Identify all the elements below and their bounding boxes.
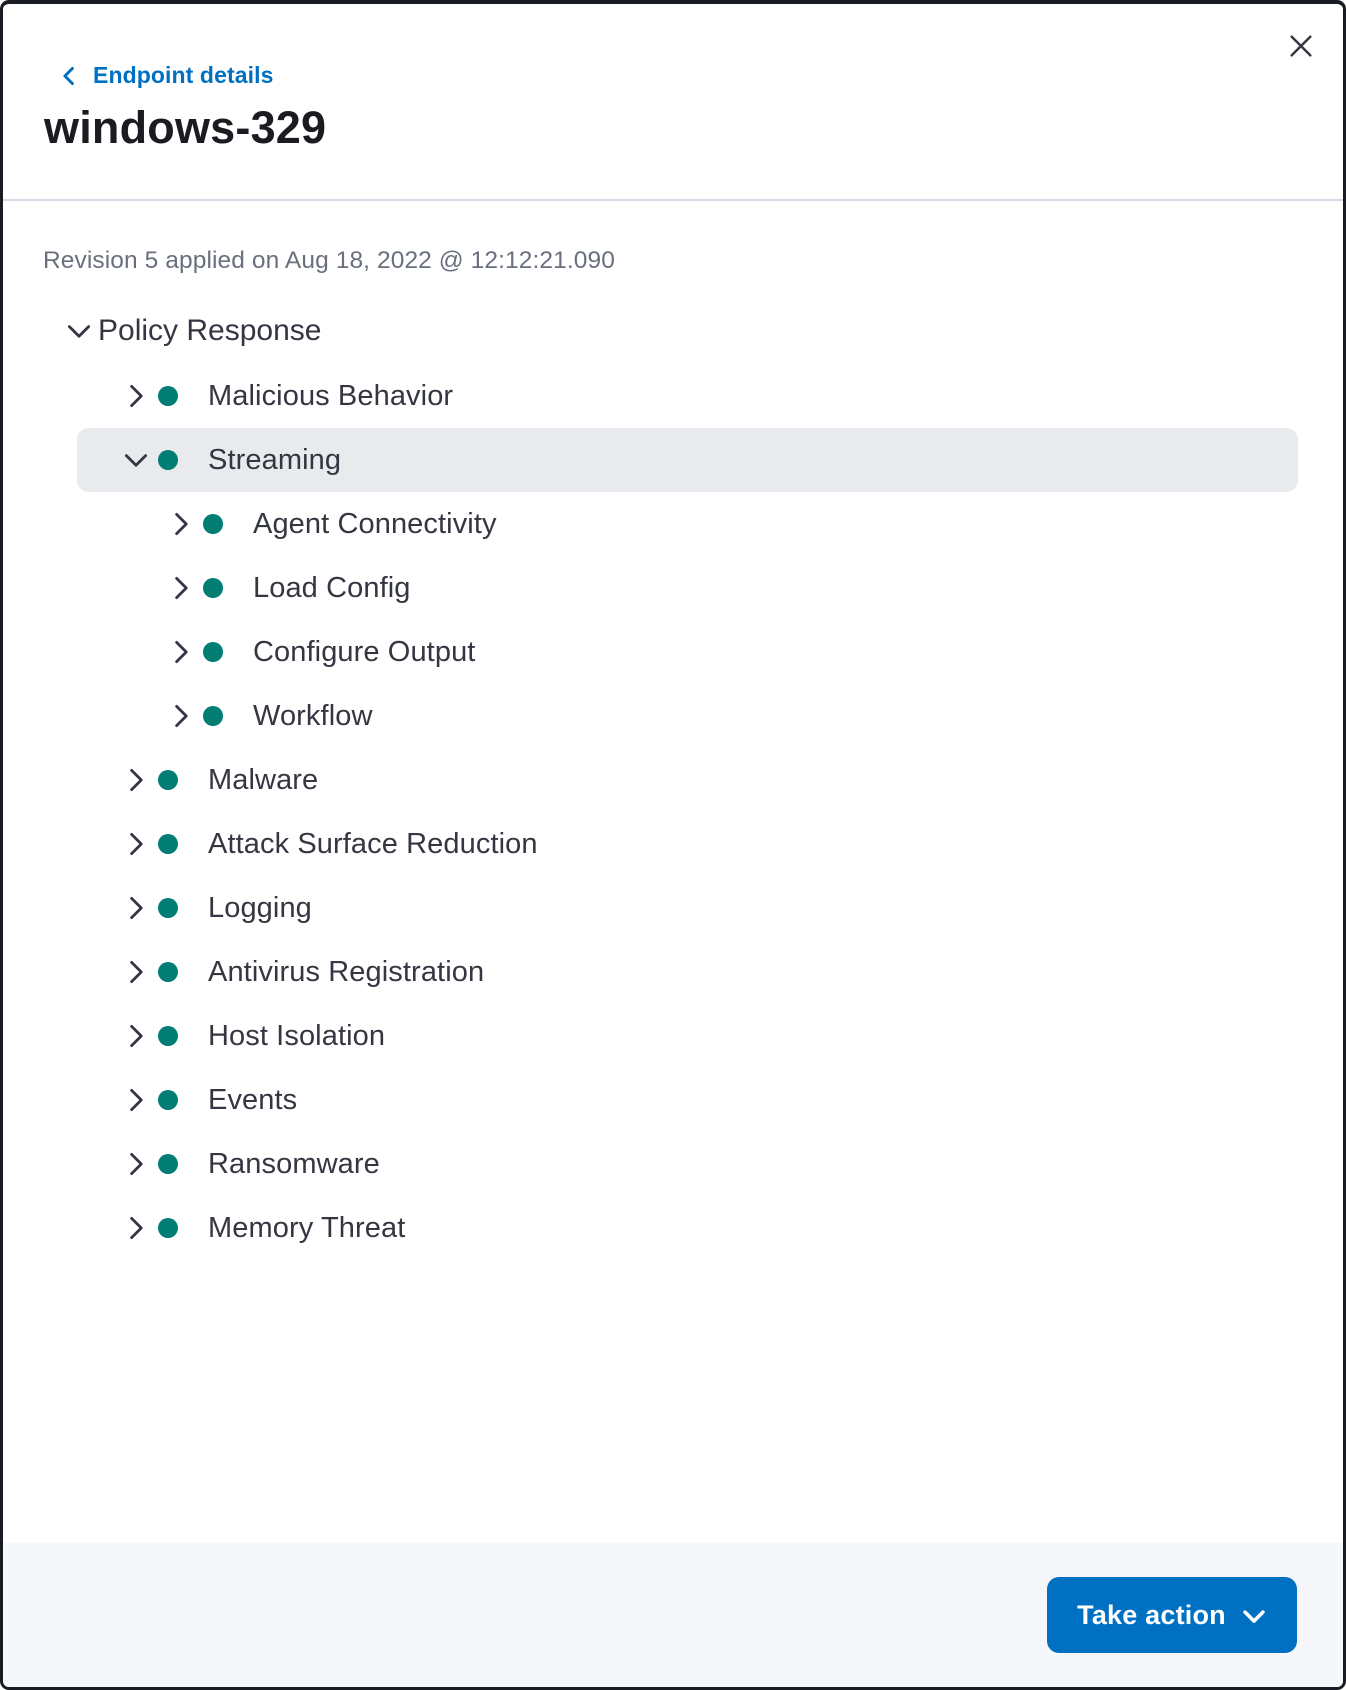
chevron-right-icon[interactable] [122,1150,150,1178]
chevron-right-icon[interactable] [122,1086,150,1114]
chevron-down-icon[interactable] [122,446,150,474]
tree-node-load-config[interactable] [77,556,1298,620]
tree-item-label: Agent Connectivity [253,507,497,540]
chevron-left-icon [58,65,80,87]
chevron-right-icon[interactable] [167,510,195,538]
chevron-right-icon[interactable] [122,1022,150,1050]
tree-node-host-isolation[interactable] [77,1004,1298,1068]
tree-item-label: Logging [208,891,312,924]
status-dot-icon [158,962,178,982]
tree-item-label: Attack Surface Reduction [208,827,538,860]
tree-node-policy-response[interactable] [65,307,1298,355]
tree-children [43,364,1298,1260]
tree-item-label: Memory Threat [208,1211,406,1244]
policy-response-tree [43,307,1298,1260]
tree-node-malicious-behavior[interactable] [77,364,1298,428]
chevron-right-icon[interactable] [122,1214,150,1242]
chevron-right-icon[interactable] [167,574,195,602]
tree-node-memory-threat[interactable] [77,1196,1298,1260]
tree-node-streaming[interactable] [77,428,1298,492]
chevron-right-icon[interactable] [167,702,195,730]
back-link-label: Endpoint details [93,62,274,88]
tree-item-label: Streaming [208,443,342,476]
tree-node-events[interactable] [77,1068,1298,1132]
status-dot-icon [158,1026,178,1046]
tree-node-antivirus-registration[interactable] [77,940,1298,1004]
tree-node-agent-connectivity[interactable] [77,492,1298,556]
chevron-right-icon[interactable] [122,766,150,794]
flyout-header [3,4,1343,201]
tree-node-malware[interactable] [77,748,1298,812]
status-dot-icon [203,642,223,662]
status-dot-icon [203,578,223,598]
status-dot-icon [158,1090,178,1110]
take-action-button[interactable] [1047,1577,1297,1653]
page-title: windows-329 [44,101,327,153]
tree-item-label: Antivirus Registration [208,955,485,988]
tree-item-label: Malicious Behavior [208,379,454,412]
status-dot-icon [158,898,178,918]
chevron-down-icon [1241,1601,1267,1630]
status-dot-icon [158,834,178,854]
tree-item-label: Malware [208,763,319,796]
status-dot-icon [158,386,178,406]
tree-item-label: Workflow [253,699,373,732]
flyout-body [3,201,1343,1543]
tree-node-configure-output[interactable] [77,620,1298,684]
status-dot-icon [158,1218,178,1238]
chevron-right-icon[interactable] [122,958,150,986]
chevron-down-icon[interactable] [65,317,93,345]
tree-node-attack-surface-reduction[interactable] [77,812,1298,876]
tree-node-ransomware[interactable] [77,1132,1298,1196]
revision-applied-text: Revision 5 applied on Aug 18, 2022 @ 12:12:21.090 [43,247,615,274]
status-dot-icon [203,706,223,726]
tree-item-label: Ransomware [208,1147,380,1180]
status-dot-icon [158,1154,178,1174]
take-action-label: Take action [1077,1599,1226,1630]
status-dot-icon [158,450,178,470]
endpoint-details-back-link[interactable] [58,62,274,89]
chevron-right-icon[interactable] [122,830,150,858]
status-dot-icon [158,770,178,790]
chevron-right-icon[interactable] [167,638,195,666]
tree-item-label: Configure Output [253,635,476,668]
tree-node-workflow[interactable] [77,684,1298,748]
tree-node-logging[interactable] [77,876,1298,940]
tree-item-label: Load Config [253,571,411,604]
flyout-footer [3,1543,1343,1687]
tree-item-label: Events [208,1083,298,1116]
tree-root-label: Policy Response [98,314,322,347]
chevron-right-icon[interactable] [122,382,150,410]
status-dot-icon [203,514,223,534]
chevron-right-icon[interactable] [122,894,150,922]
tree-item-label: Host Isolation [208,1019,386,1052]
close-button[interactable] [1283,28,1319,64]
close-icon [1286,31,1316,61]
